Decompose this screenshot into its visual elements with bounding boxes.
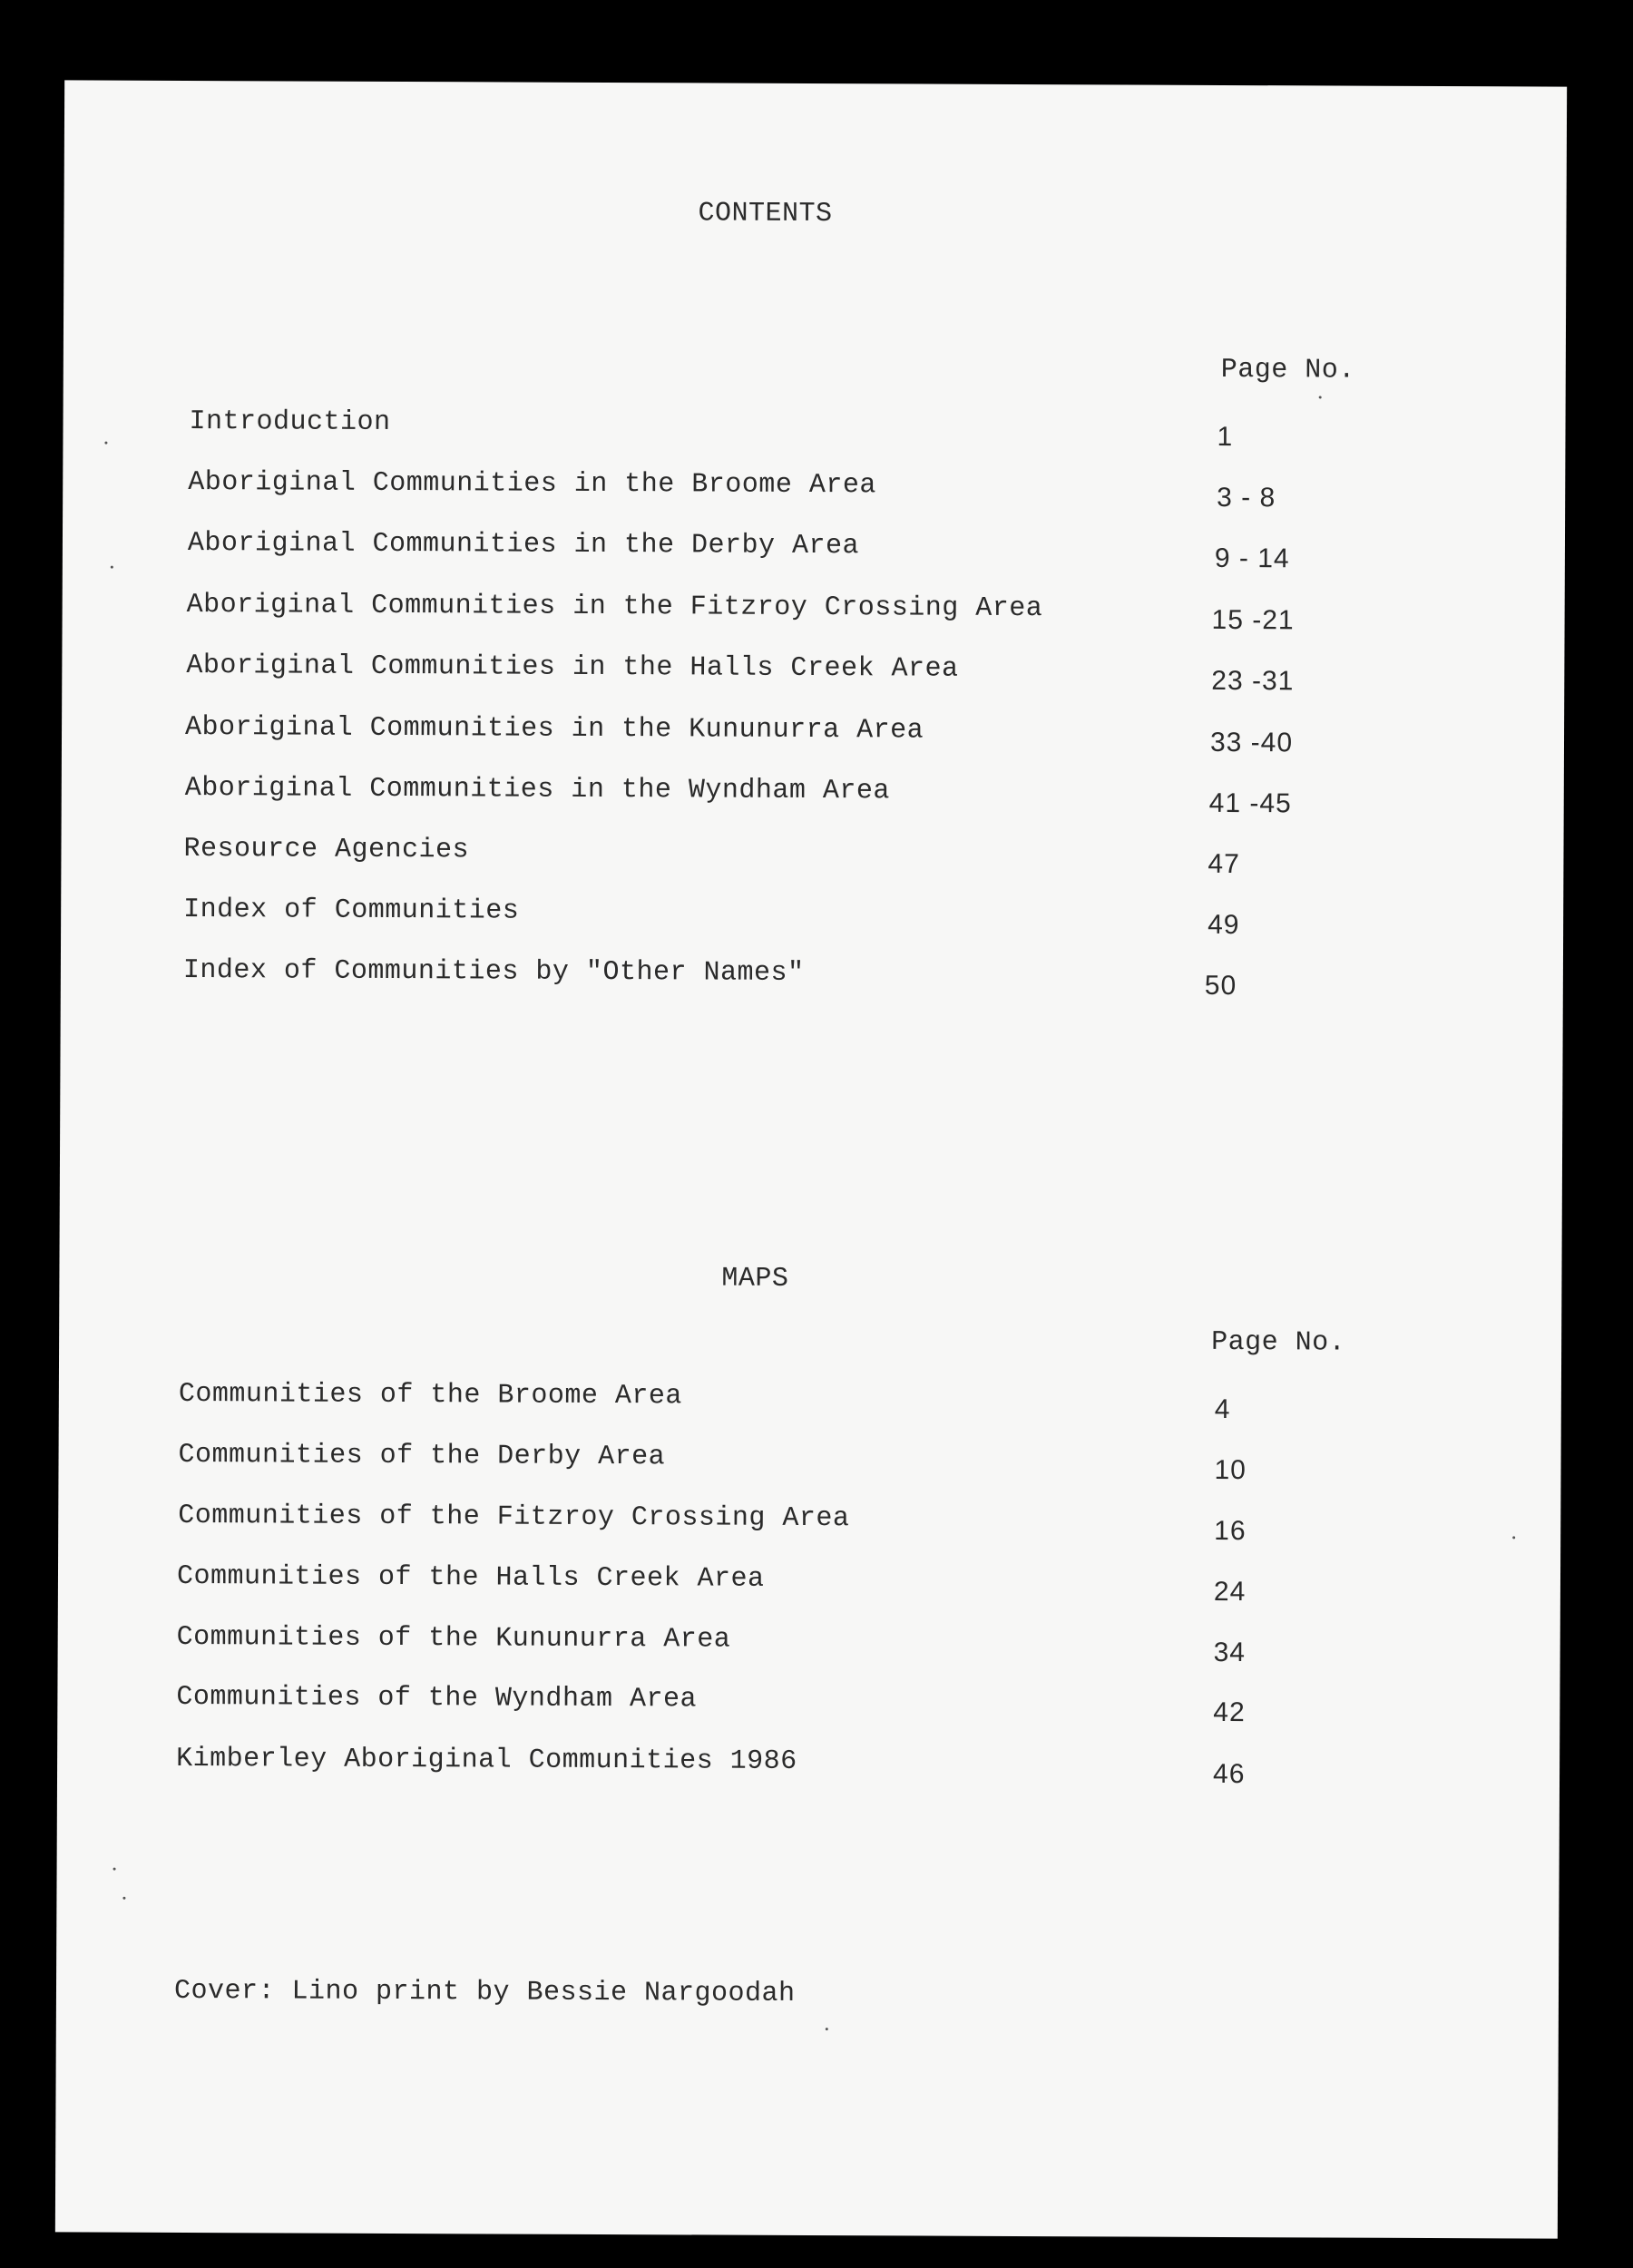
- maps-entry-page: 46: [1212, 1758, 1246, 1790]
- document-page: [55, 80, 1567, 2238]
- maps-title: MAPS: [721, 1263, 789, 1295]
- contents-entry-page: 3 - 8: [1217, 482, 1276, 513]
- contents-entry-label: Resource Agencies: [183, 833, 470, 866]
- maps-entry-page: 42: [1213, 1696, 1246, 1728]
- contents-entry-page: 41 -45: [1208, 787, 1292, 819]
- maps-page-header: Page No.: [1211, 1326, 1346, 1359]
- maps-entry-page: 16: [1214, 1515, 1247, 1547]
- maps-entry-label: Communities of the Derby Area: [178, 1439, 666, 1473]
- contents-entry-page: 49: [1208, 909, 1240, 941]
- maps-entry-page: 4: [1214, 1393, 1231, 1425]
- contents-entry-label: Index of Communities by "Other Names": [182, 954, 805, 989]
- contents-entry-label: Aboriginal Communities in the Halls Creek Area: [186, 650, 959, 685]
- contents-entry-page: 9 - 14: [1214, 543, 1290, 574]
- contents-entry-page: 33 -40: [1209, 727, 1294, 758]
- maps-entry-label: Communities of the Broome Area: [178, 1378, 683, 1413]
- contents-entry-label: Aboriginal Communities in the Derby Area: [187, 527, 860, 562]
- contents-entry-label: Aboriginal Communities in the Wyndham Area: [184, 772, 890, 807]
- scan-speck: [111, 566, 113, 569]
- scan-speck: [1319, 396, 1322, 398]
- contents-entry-label: Aboriginal Communities in the Fitzroy Crossing Area: [186, 589, 1043, 625]
- contents-title: CONTENTS: [698, 198, 833, 230]
- contents-entry-label: Aboriginal Communities in the Kununurra Area: [184, 711, 924, 747]
- maps-entry-label: Communities of the Fitzroy Crossing Area: [178, 1500, 850, 1535]
- maps-entry-page: 24: [1213, 1576, 1247, 1608]
- scan-speck: [122, 1897, 125, 1900]
- contents-entry-page: 1: [1217, 421, 1234, 453]
- maps-entry-page: 10: [1214, 1454, 1247, 1486]
- contents-entry-page: 23 -31: [1211, 665, 1295, 697]
- contents-entry-page: 50: [1204, 970, 1237, 1002]
- contents-page-header: Page No.: [1220, 354, 1355, 386]
- scan-speck: [826, 2028, 828, 2030]
- contents-entry-page: 15 -21: [1211, 604, 1295, 636]
- maps-entry-label: Communities of the Halls Creek Area: [176, 1560, 765, 1595]
- maps-entry-label: Communities of the Kununurra Area: [176, 1621, 731, 1656]
- scan-speck: [1512, 1536, 1515, 1539]
- contents-entry-page: 47: [1208, 848, 1240, 880]
- cover-note: Cover: Lino print by Bessie Nargoodah: [173, 1975, 796, 2009]
- scan-speck: [104, 442, 107, 445]
- contents-entry-label: Index of Communities: [183, 894, 520, 927]
- maps-entry-page: 34: [1213, 1637, 1247, 1668]
- contents-entry-label: Introduction: [189, 406, 391, 438]
- contents-entry-label: Aboriginal Communities in the Broome Area: [188, 466, 876, 502]
- maps-entry-label: Kimberley Aboriginal Communities 1986: [176, 1743, 797, 1777]
- scan-speck: [113, 1868, 116, 1871]
- maps-entry-label: Communities of the Wyndham Area: [176, 1681, 698, 1716]
